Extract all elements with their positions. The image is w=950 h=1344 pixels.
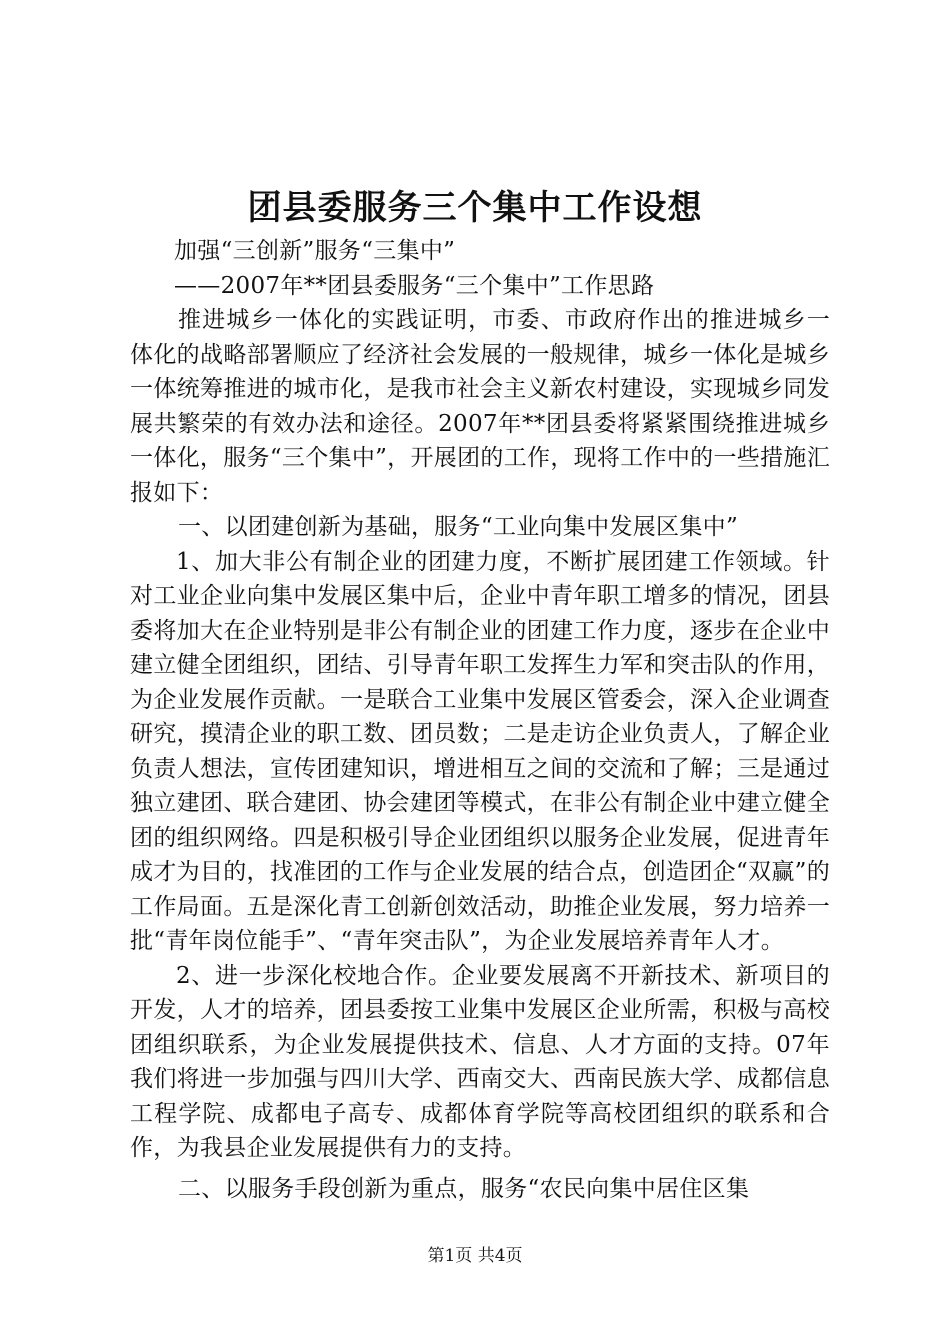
document-body: [130, 234, 830, 1206]
subtitle-line-1: 加强“三创新”服务“三集中”: [174, 238, 456, 264]
document-title: 团县委服务三个集中工作设想: [247, 188, 703, 228]
body-paragraph: 推进城乡一体化的实践证明，市委、市政府作出的推进城乡一体化的战略部署顺应了经济社会发展的一般规律，城乡一体化是城乡一体统筹推进的城市化，是我市社会主义新农村建设，实现城乡同发展共繁荣的有效办法和途径。2007年**团县委将紧紧围绕推进城乡一体化，服务“三个集中”，开展团的工作，现将工作中的一些措施汇报如下：: [130, 307, 830, 506]
page-number-footer: 第1页 共4页: [427, 1246, 523, 1266]
section-heading: 一、以团建创新为基础，服务“工业向集中发展区集中”: [178, 514, 739, 540]
subtitle-line-2: ——2007年**团县委服务“三个集中”工作思路: [174, 272, 655, 299]
section-heading: 二、以服务手段创新为重点，服务“农民向集中居住区集: [178, 1175, 750, 1202]
body-paragraph: 1、加大非公有制企业的团建力度，不断扩展团建工作领域。针对工业企业向集中发展区集中后，企业中青年职工增多的情况，团县委将加大在企业特别是非公有制企业的团建工作力度，逐步在企业中建立健全团组织，团结、引导青年职工发挥生力军和突击队的作用，为企业发展作贡献。一是联合工业集中发展区管委会，深入企业调查研究，摸清企业的职工数、团员数；二是走访企业负责人，了解企业负责人想法，宣传团建知识，增进相互之间的交流和了解；三是通过独立建团、联合建团、协会建团等模式，在非公有制企业中建立健全团的组织网络。四是积极引导企业团组织以服务企业发展，促进青年成才为目的，找准团的工作与企业发展的结合点，创造团企“双赢”的工作局面。五是深化青工创新创效活动，助推企业发展，努力培养一批“青年岗位能手”、“青年突击队”，为企业发展培养青年人才。: [130, 548, 830, 954]
body-paragraph: 2、进一步深化校地合作。企业要发展离不开新技术、新项目的开发，人才的培养，团县委按工业集中发展区企业所需，积极与高校团组织联系，为企业发展提供技术、信息、人才方面的支持。07年我们将进一步加强与四川大学、西南交大、西南民族大学、成都信息工程学院、成都电子高专、成都体育学院等高校团组织的联系和合作，为我县企业发展提供有力的支持。: [130, 962, 830, 1161]
